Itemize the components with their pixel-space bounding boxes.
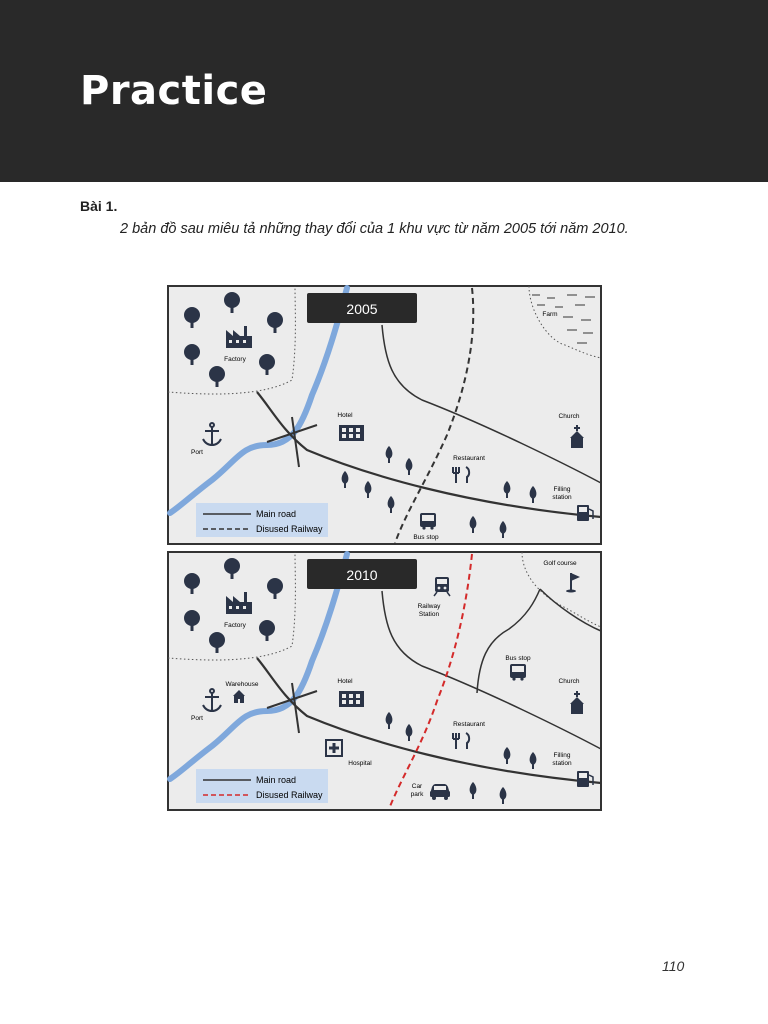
filling-station-label-1: Filling bbox=[553, 752, 571, 759]
restaurant-label: Restaurant bbox=[453, 455, 485, 462]
restaurant-label: Restaurant bbox=[453, 721, 485, 728]
map-2010 bbox=[167, 551, 602, 811]
railway-station-label-1: Railway bbox=[417, 603, 441, 610]
car-park-label-2: park bbox=[410, 791, 424, 798]
hotel-icon bbox=[339, 425, 364, 441]
filling-station-label-1: Filling bbox=[553, 486, 571, 493]
farm-label: Farm bbox=[542, 311, 558, 318]
legend-road-label: Main road bbox=[256, 775, 297, 785]
year-label: 2005 bbox=[346, 301, 378, 317]
page-header bbox=[0, 0, 768, 182]
hospital-label: Hospital bbox=[348, 760, 372, 767]
port-label: Port bbox=[191, 715, 203, 722]
bus-stop-label: Bus stop bbox=[505, 655, 531, 662]
hotel-label: Hotel bbox=[337, 678, 353, 685]
hotel-icon bbox=[339, 691, 364, 707]
exercise-prompt: 2 bản đồ sau miêu tả những thay đổi của 1 khu vực từ năm 2005 tới năm 2010. bbox=[120, 221, 629, 237]
factory-label: Factory bbox=[224, 356, 246, 363]
filling-station-label-2: station bbox=[552, 494, 572, 501]
legend-railway-label: Disused Railway bbox=[256, 524, 323, 534]
church-label: Church bbox=[558, 413, 580, 420]
legend-railway-label: Disused Railway bbox=[256, 790, 323, 800]
legend-road-label: Main road bbox=[256, 509, 297, 519]
hotel-label: Hotel bbox=[337, 412, 353, 419]
railway-station-label-2: Station bbox=[418, 611, 440, 618]
factory-label: Factory bbox=[224, 622, 246, 629]
hospital-icon bbox=[326, 740, 342, 756]
warehouse-label: Warehouse bbox=[225, 681, 259, 688]
map-2005 bbox=[167, 285, 602, 545]
filling-station-label-2: station bbox=[552, 760, 572, 767]
bus-stop-label: Bus stop bbox=[413, 534, 439, 541]
year-label: 2010 bbox=[346, 567, 378, 583]
exercise-label: Bài 1. bbox=[80, 198, 118, 214]
page-title: Practice bbox=[80, 68, 268, 114]
car-park-label-1: Car bbox=[411, 783, 423, 790]
church-label: Church bbox=[558, 678, 580, 685]
page-number: 110 bbox=[662, 958, 685, 974]
golf-course-label: Golf course bbox=[543, 560, 577, 567]
port-label: Port bbox=[191, 449, 203, 456]
